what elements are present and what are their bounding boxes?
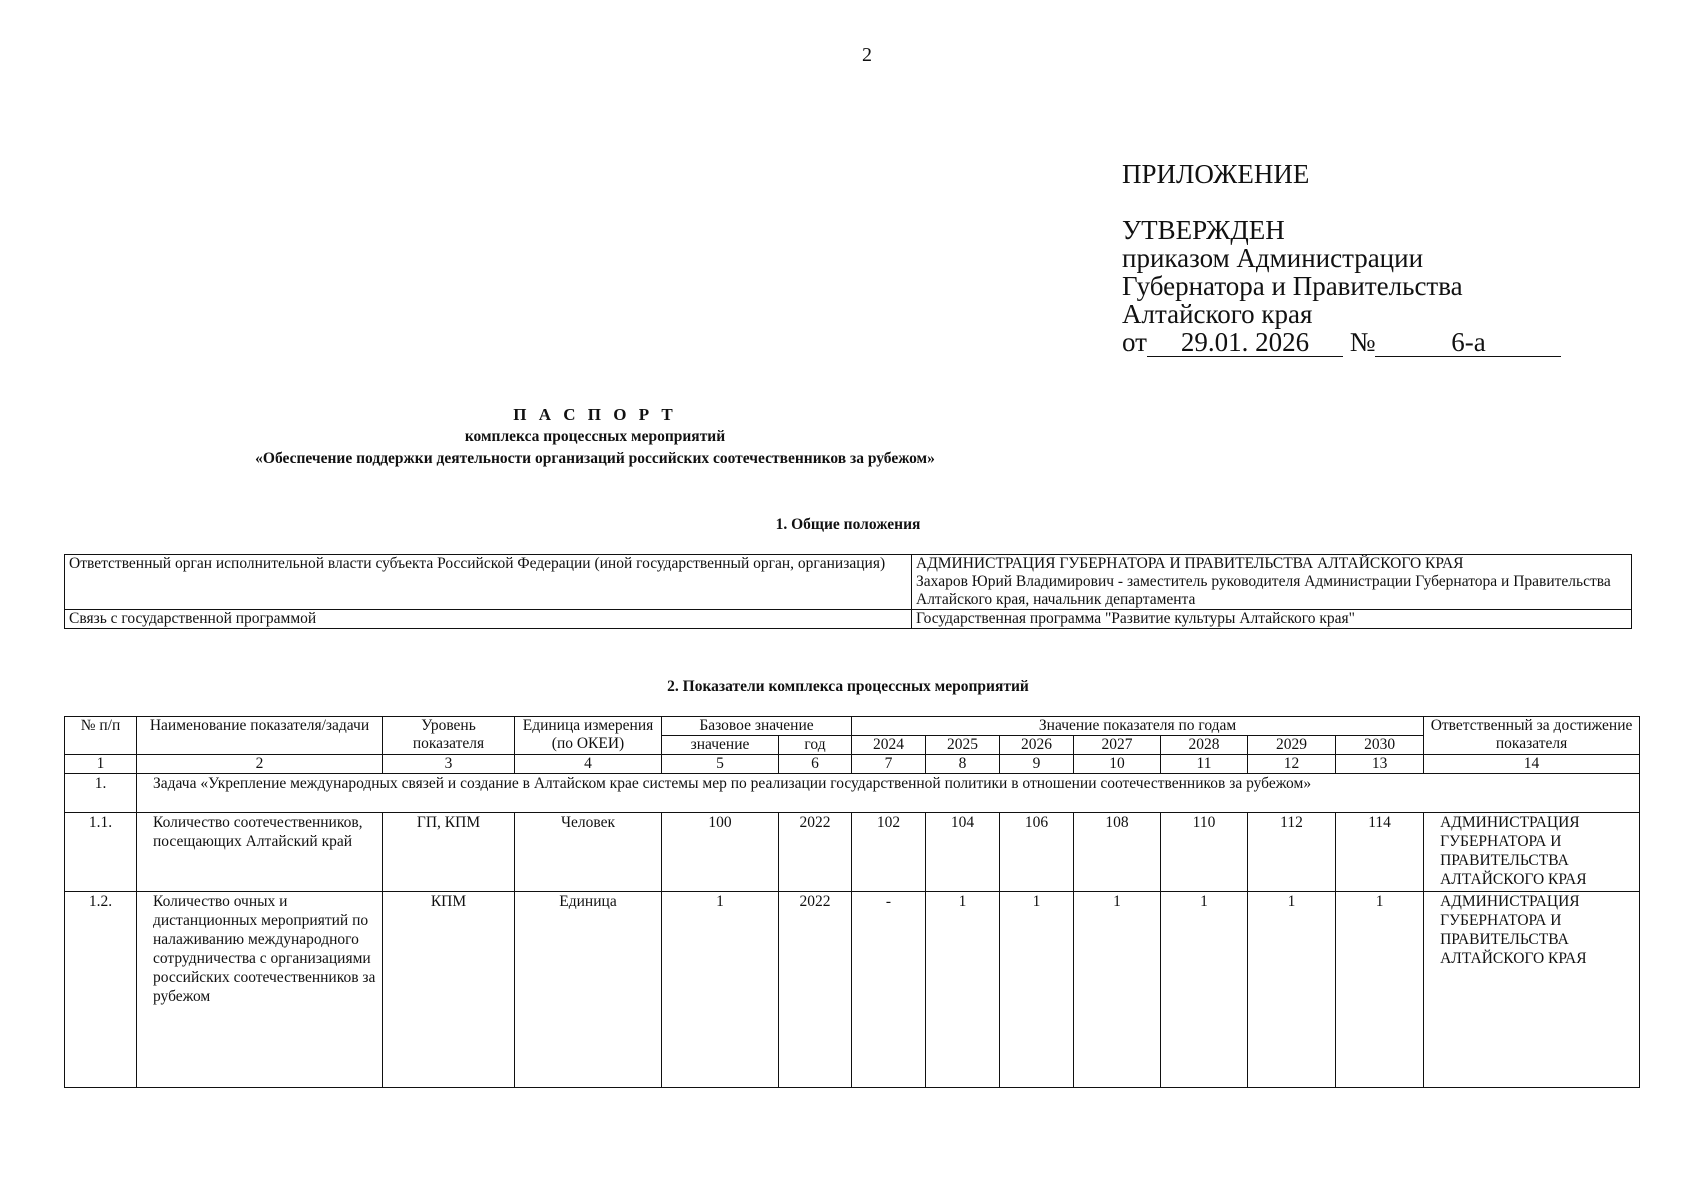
indicator-unit: Человек <box>515 813 662 892</box>
passport-subtitle: комплекса процессных мероприятий <box>464 428 726 445</box>
approval-date-line <box>1122 328 1561 357</box>
table-row <box>65 610 1632 629</box>
indicator-level: ГП, КПМ <box>383 813 515 892</box>
header-num: № п/п <box>65 717 137 755</box>
column-number: 9 <box>1000 755 1074 774</box>
column-number: 12 <box>1248 755 1336 774</box>
header-base: Базовое значение <box>662 717 852 736</box>
task-text: Задача «Укрепление международных связей и создание в Алтайском крае системы мер по реализации государственной политики в отношении соотечественников за рубежом» <box>137 774 1640 813</box>
indicator-level: КПМ <box>383 892 515 1088</box>
responsible-person: Захаров Юрий Владимирович - заместитель руководителя Администрации Губернатора и Правительства Алтайского края, начальник департамента <box>916 573 1611 608</box>
header-responsible: Ответственный за достижение показателя <box>1424 717 1640 755</box>
column-number: 6 <box>779 755 852 774</box>
approval-number: 6-а <box>1375 328 1561 357</box>
year-value: 108 <box>1074 813 1161 892</box>
column-number: 14 <box>1424 755 1640 774</box>
header-year: 2028 <box>1161 736 1248 755</box>
table-row <box>65 892 1640 1088</box>
year-value: 106 <box>1000 813 1074 892</box>
header-level: Уровень показателя <box>383 717 515 755</box>
header-base-year: год <box>779 736 852 755</box>
year-value: 1 <box>1074 892 1161 1088</box>
header-unit: Единица измерения (по ОКЕИ) <box>515 717 662 755</box>
approval-line-3: Алтайского края <box>1122 299 1313 329</box>
year-value: 1 <box>1000 892 1074 1088</box>
approval-block <box>1122 160 1561 357</box>
responsible-body-value <box>912 555 1632 610</box>
page-number: 2 <box>862 44 872 66</box>
column-number: 1 <box>65 755 137 774</box>
responsible-body-label: Ответственный орган исполнительной власти субъекта Российской Федерации (иной государственный орган, организация) <box>65 555 912 610</box>
passport-heading <box>0 404 1190 470</box>
year-value: 102 <box>852 813 926 892</box>
base-year: 2022 <box>779 892 852 1088</box>
indicators-table <box>64 716 1640 1088</box>
year-value: - <box>852 892 926 1088</box>
header-year: 2026 <box>1000 736 1074 755</box>
header-name: Наименование показателя/задачи <box>137 717 383 755</box>
responsible-org: АДМИНИСТРАЦИЯ ГУБЕРНАТОРА И ПРАВИТЕЛЬСТВА АЛТАЙСКОГО КРАЯ <box>1424 892 1640 1088</box>
base-year: 2022 <box>779 813 852 892</box>
year-value: 1 <box>926 892 1000 1088</box>
column-numbers-row <box>65 755 1640 774</box>
header-year: 2024 <box>852 736 926 755</box>
year-value: 1 <box>1336 892 1424 1088</box>
passport-name: «Обеспечение поддержки деятельности организаций российских соотечественников за рубежом» <box>255 450 935 467</box>
approval-line-2: Губернатора и Правительства <box>1122 271 1463 301</box>
approved-label: УТВЕРЖДЕН <box>1122 215 1285 245</box>
section-1-title: 1. Общие положения <box>775 516 921 533</box>
year-value: 114 <box>1336 813 1424 892</box>
header-year: 2029 <box>1248 736 1336 755</box>
year-value: 112 <box>1248 813 1336 892</box>
approval-line-1: приказом Администрации <box>1122 243 1424 273</box>
column-number: 2 <box>137 755 383 774</box>
column-number: 7 <box>852 755 926 774</box>
column-number: 8 <box>926 755 1000 774</box>
base-value: 1 <box>662 892 779 1088</box>
year-value: 104 <box>926 813 1000 892</box>
passport-title: П А С П О Р Т <box>513 405 677 424</box>
program-link-value: Государственная программа "Развитие культуры Алтайского края" <box>912 610 1632 629</box>
responsible-body-name: АДМИНИСТРАЦИЯ ГУБЕРНАТОРА И ПРАВИТЕЛЬСТВА АЛТАЙСКОГО КРАЯ <box>916 555 1464 572</box>
task-number: 1. <box>65 774 137 813</box>
from-label: от <box>1122 327 1147 357</box>
column-number: 11 <box>1161 755 1248 774</box>
header-base-value: значение <box>662 736 779 755</box>
column-number: 3 <box>383 755 515 774</box>
table-row <box>65 555 1632 610</box>
header-year: 2025 <box>926 736 1000 755</box>
section-2-title: 2. Показатели комплекса процессных мероприятий <box>667 678 1029 695</box>
program-link-label: Связь с государственной программой <box>65 610 912 629</box>
header-year: 2027 <box>1074 736 1161 755</box>
header-by-years: Значение показателя по годам <box>852 717 1424 736</box>
year-value: 1 <box>1161 892 1248 1088</box>
column-number: 10 <box>1074 755 1161 774</box>
row-number: 1.2. <box>65 892 137 1088</box>
header-year: 2030 <box>1336 736 1424 755</box>
column-number: 5 <box>662 755 779 774</box>
header-row <box>65 717 1640 736</box>
table-row <box>65 813 1640 892</box>
year-value: 110 <box>1161 813 1248 892</box>
indicator-name: Количество соотечественников, посещающих Алтайский край <box>137 813 383 892</box>
task-row <box>65 774 1640 813</box>
approval-date: 29.01. 2026 <box>1147 328 1343 357</box>
general-provisions-table <box>64 554 1632 629</box>
column-number: 13 <box>1336 755 1424 774</box>
indicator-unit: Единица <box>515 892 662 1088</box>
column-number: 4 <box>515 755 662 774</box>
row-number: 1.1. <box>65 813 137 892</box>
indicator-name: Количество очных и дистанционных мероприятий по налаживанию международного сотрудничества с организациями российских соотечественников за рубежом <box>137 892 383 1088</box>
base-value: 100 <box>662 813 779 892</box>
appendix-title: ПРИЛОЖЕНИЕ <box>1122 159 1310 189</box>
number-sign: № <box>1349 327 1376 357</box>
year-value: 1 <box>1248 892 1336 1088</box>
responsible-org: АДМИНИСТРАЦИЯ ГУБЕРНАТОРА И ПРАВИТЕЛЬСТВА АЛТАЙСКОГО КРАЯ <box>1424 813 1640 892</box>
